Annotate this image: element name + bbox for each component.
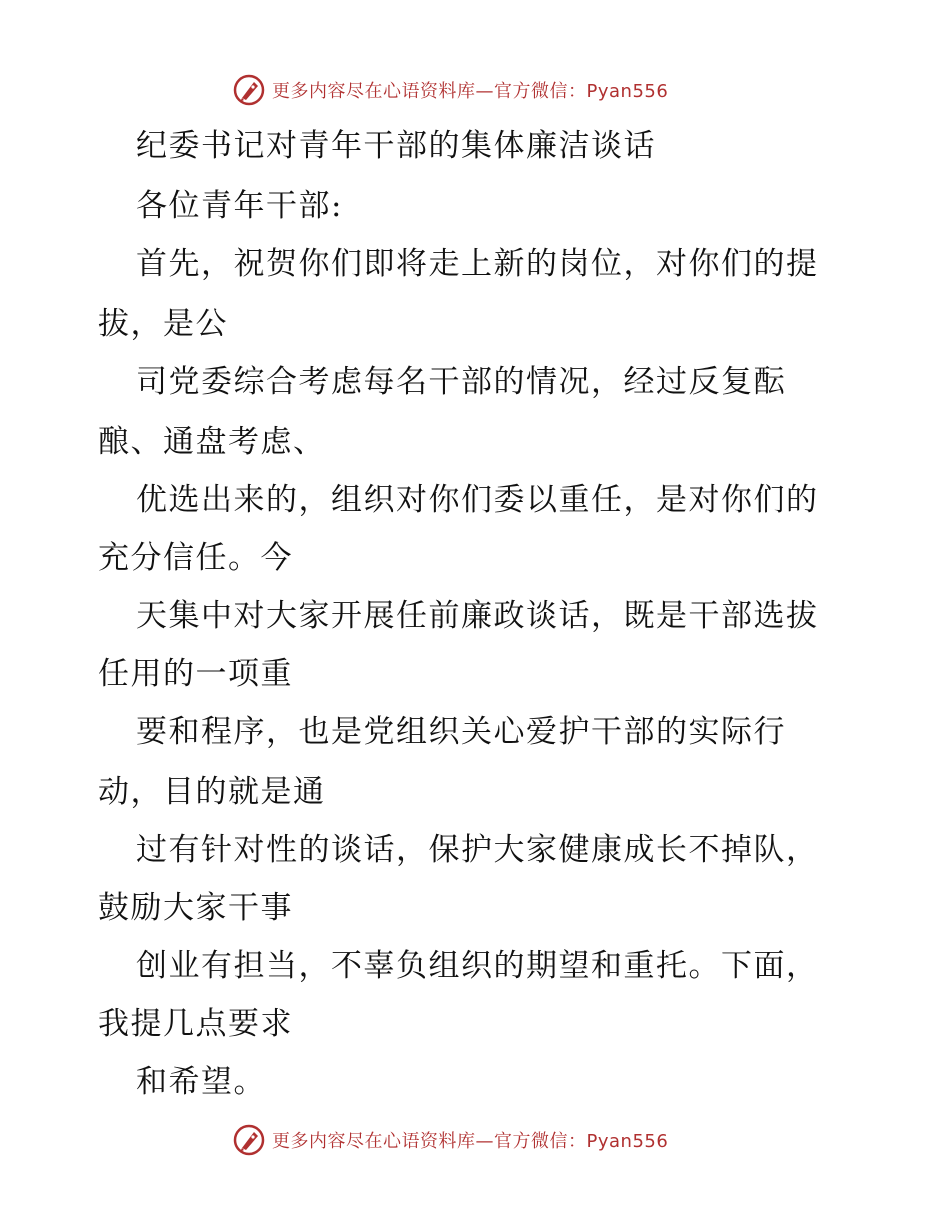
body-line: 酿、通盘考虑、 [98,424,326,460]
pen-nib-logo-icon [232,1123,266,1157]
body-line: 天集中对大家开展任前廉政谈话，既是干部选拔 [136,598,819,634]
body-line: 过有针对性的谈话，保护大家健康成长不掉队， [136,832,819,868]
body-line: 优选出来的，组织对你们委以重任，是对你们的 [136,482,819,518]
body-line: 我提几点要求 [98,1006,293,1042]
body-line: 任用的一项重 [98,656,293,692]
header-watermark [232,72,668,108]
footer-watermark [232,1122,668,1158]
body-line: 动，目的就是通 [98,774,326,810]
document-title: 纪委书记对青年干部的集体廉洁谈话 [136,128,656,164]
body-line: 首先，祝贺你们即将走上新的岗位，对你们的提 [136,246,819,282]
pen-nib-logo-icon [232,73,266,107]
body-line: 鼓励大家干事 [98,890,293,926]
greeting: 各位青年干部: [136,188,343,224]
watermark-text: 更多内容尽在心语资料库—官方微信：Pyan556 [272,81,669,102]
watermark-text: 更多内容尽在心语资料库—官方微信：Pyan556 [272,1131,669,1152]
body-line: 要和程序，也是党组织关心爱护干部的实际行 [136,714,786,750]
body-line: 和希望。 [136,1064,266,1100]
body-line: 司党委综合考虑每名干部的情况，经过反复酝 [136,364,786,400]
body-line: 创业有担当，不辜负组织的期望和重托。下面， [136,948,819,984]
body-line: 拔，是公 [98,306,228,342]
body-line: 充分信任。今 [98,540,293,576]
